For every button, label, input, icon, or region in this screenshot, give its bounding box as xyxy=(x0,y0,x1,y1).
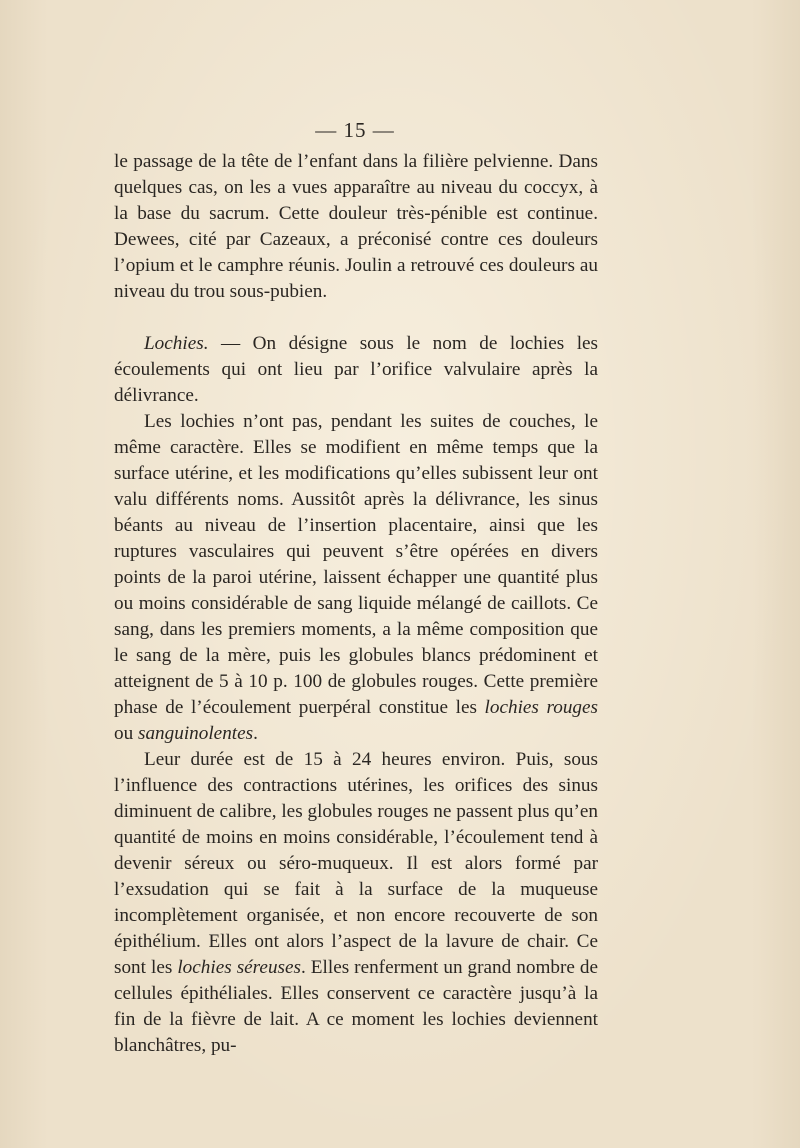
section-heading-lochies: Lochies. xyxy=(144,333,209,354)
term-lochies-rouges: lochies rouges xyxy=(484,697,598,718)
body-text xyxy=(114,149,598,1059)
lochies-rouges-text: Les lochies n’ont pas, pendant les suites de couches, le même caractère. Elles se modifient en même temps que la surface utérine, et les modifications qu’elles subissent leur ont valu différents noms. Aussitôt après la délivrance, les sinus béants au niveau de l’insertion placentaire, ainsi que les ruptures vasculaires qui peuvent s’être opérées en divers points de la paroi utérine, laissent échapper une quantité plus ou moins considérable de sang liquide mélangé de caillots. Ce sang, dans les premiers moments, a la même composition que le sang de la mère, puis les globules blancs prédominent et atteignent de 5 à 10 p. 100 de globules rouges. Cette première phase de l’écoulement puerpéral constitue les xyxy=(114,411,598,718)
paragraph-pelvic-pain: le passage de la tête de l’enfant dans la filière pelvienne. Dans quelques cas, on les a vues apparaître au niveau du coccyx, à la base du sacrum. Cette douleur très-pénible est continue. Dewees, cité par Cazeaux, a préconisé contre ces douleurs l’opium et le camphre réunis. Joulin a retrouvé ces douleurs au niveau du trou sous-pubien. xyxy=(114,151,598,302)
lochies-sereuses-rest: . Elles renferment un grand nombre de cellules épithéliales. Elles conservent ce caractère jusqu’à la fin de la fièvre de lait. A ce moment les lochies deviennent blanchâtres, pu- xyxy=(114,957,598,1056)
paragraph-lochies-sereuses xyxy=(114,747,598,1059)
lochies-rouges-connector: ou xyxy=(114,723,138,744)
paragraph-lochies-definition xyxy=(114,331,598,409)
lochies-definition-text: On désigne sous le nom de lochies les écoulements qui ont lieu par l’orifice valvulaire après la délivrance. xyxy=(114,333,599,406)
paragraph-lochies-rouges xyxy=(114,409,598,747)
lochies-sereuses-text: Leur durée est de 15 à 24 heures environ. Puis, sous l’influence des contractions utérines, les orifices des sinus diminuent de calibre, les globules rouges ne passent plus qu’en quantité de moins en moins considérable, l’écoulement tend à devenir séreux ou séro-muqueux. Il est alors formé par l’exsudation qui se fait à la surface de la muqueuse incomplètement organisée, et non encore recouverte de son épithélium. Elles ont alors l’aspect de la lavure de chair. Ce sont les xyxy=(114,749,598,978)
lochies-rouges-end: . xyxy=(253,723,258,744)
term-sanguinolentes: sanguinolentes xyxy=(137,723,254,744)
page-number: — 15 — xyxy=(315,118,395,142)
term-lochies-sereuses: lochies séreuses xyxy=(177,957,301,978)
heading-dash: — xyxy=(208,333,253,354)
